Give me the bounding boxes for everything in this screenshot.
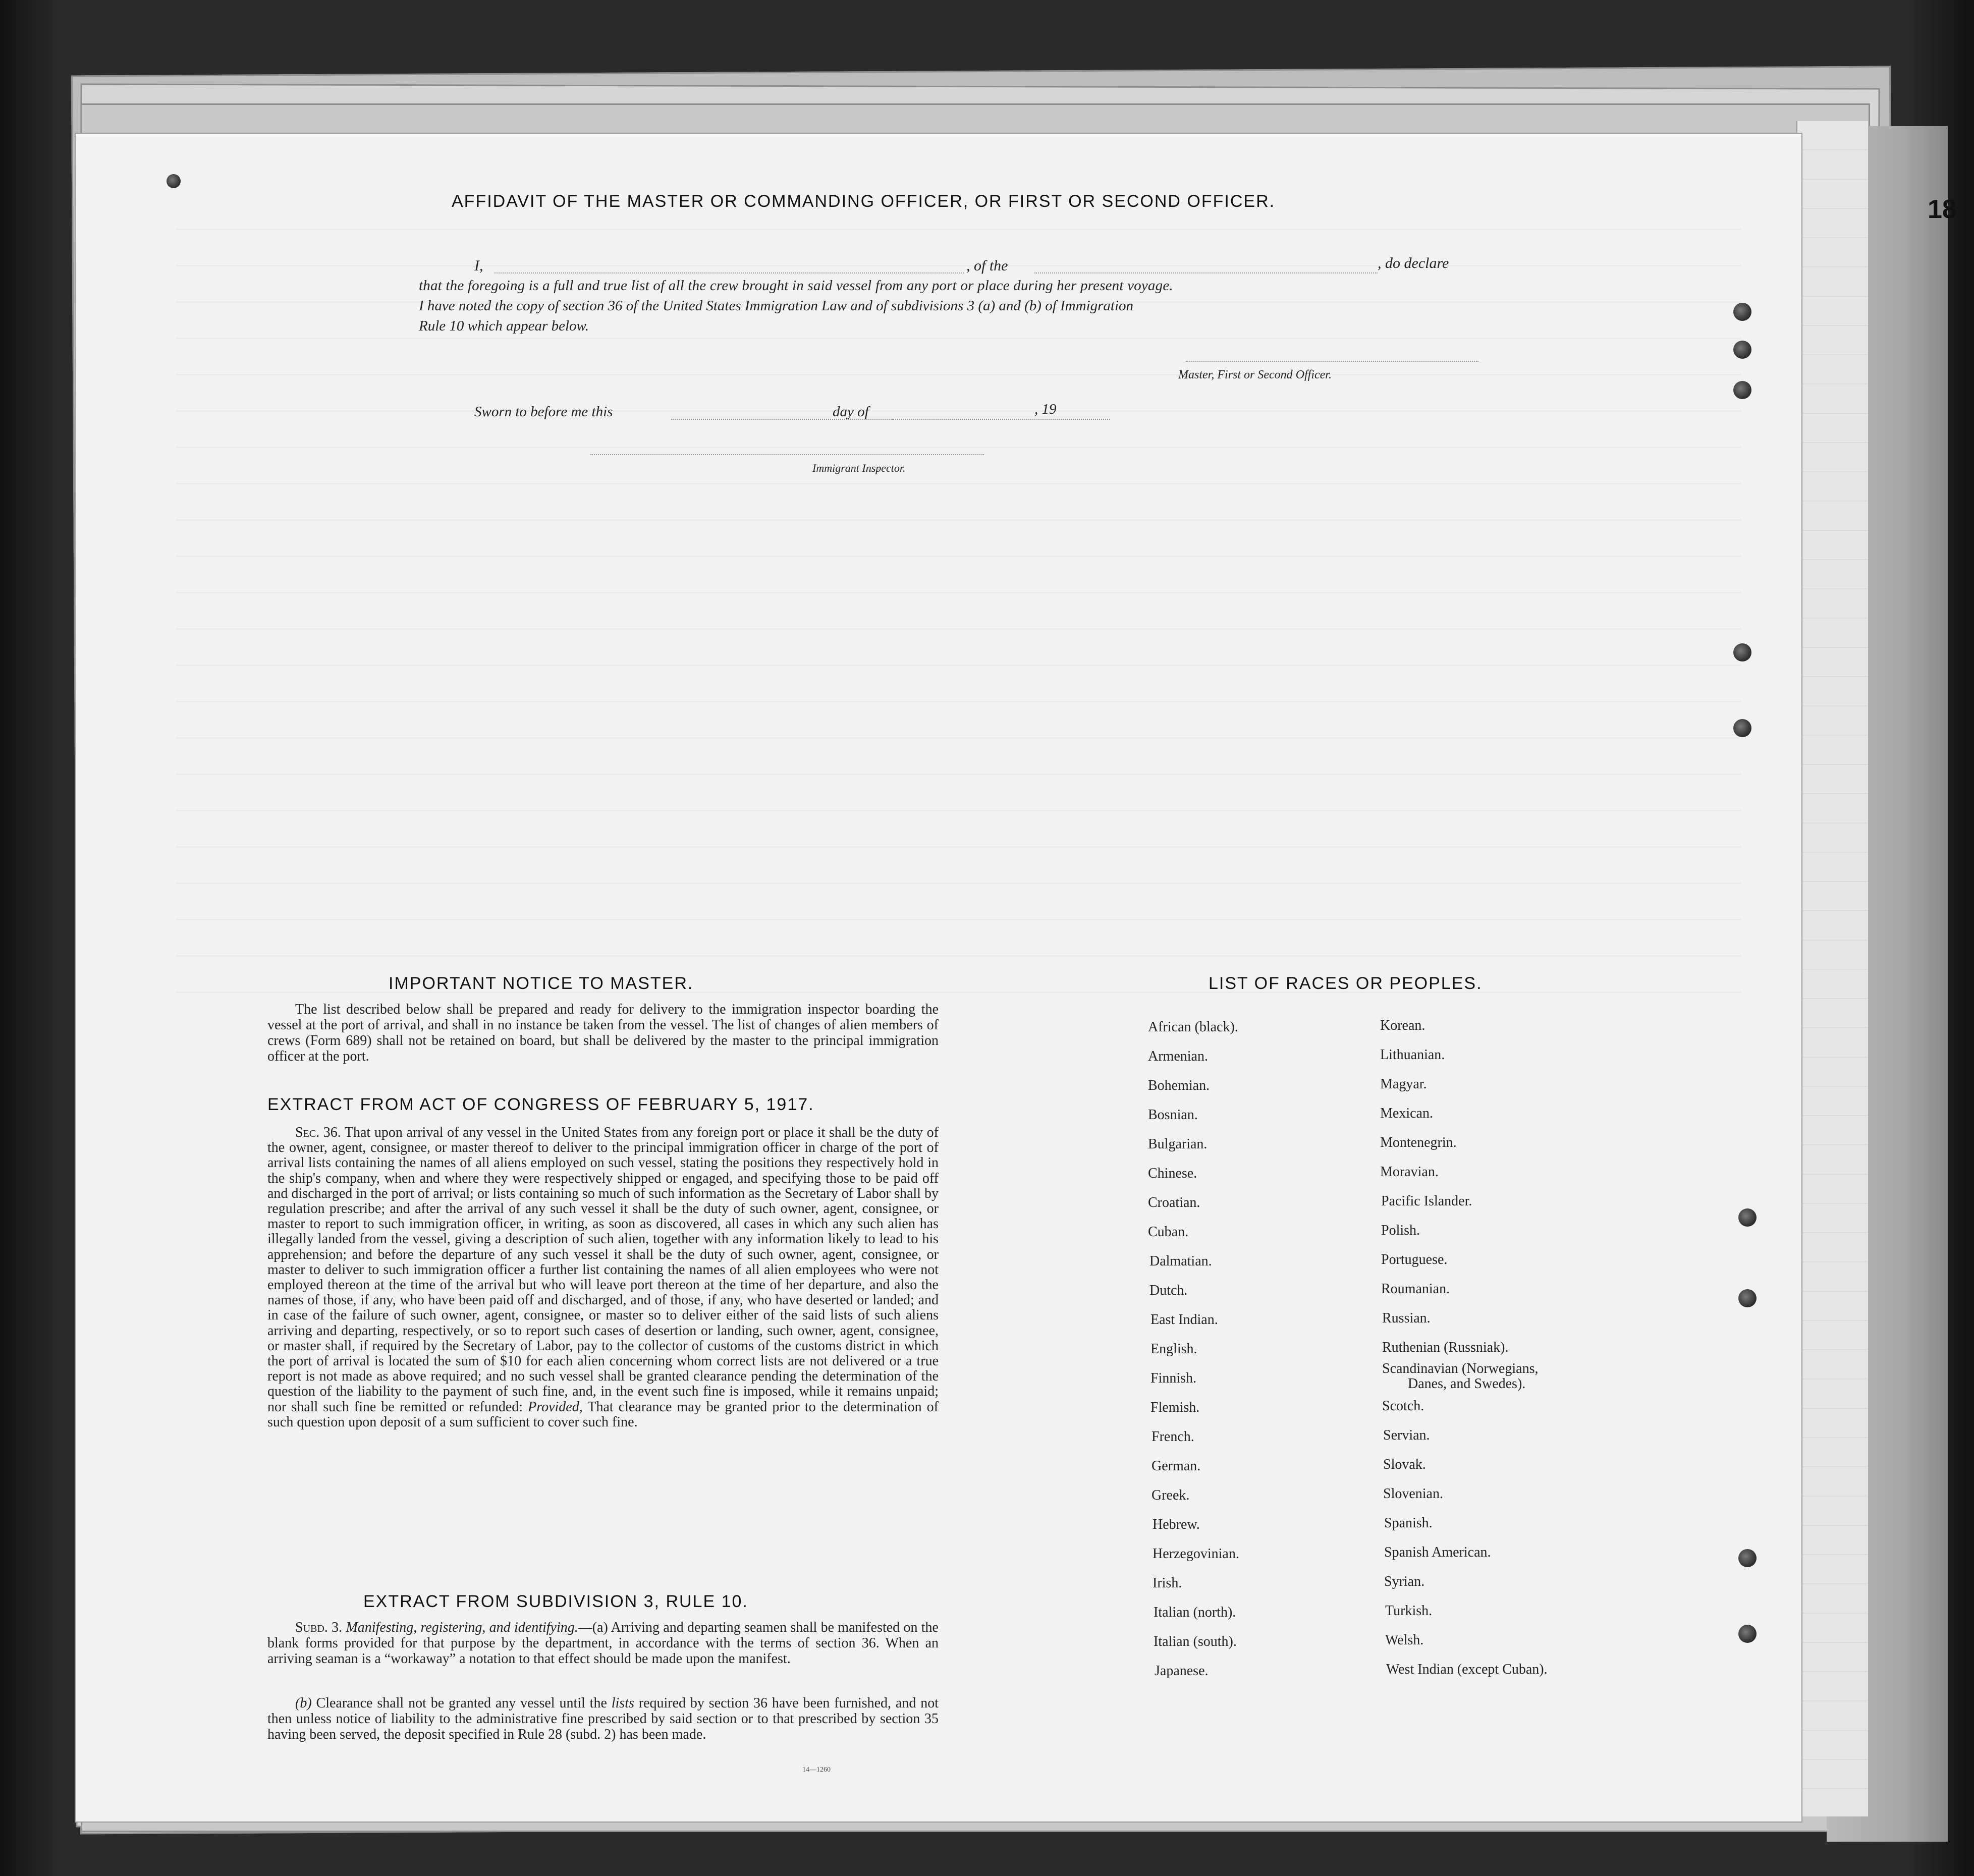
race-item: Croatian. <box>1148 1195 1200 1210</box>
rule-extract-text-a <box>267 1620 939 1667</box>
form-number: 14—1260 <box>802 1766 831 1774</box>
act-extract-title: EXTRACT FROM ACT OF CONGRESS OF FEBRUARY 5, 1917. <box>267 1095 814 1114</box>
notice-title: IMPORTANT NOTICE TO MASTER. <box>389 974 694 993</box>
race-item: French. <box>1152 1429 1194 1445</box>
race-item: Cuban. <box>1148 1224 1189 1240</box>
affidavit-of-the: , of the <box>966 257 1008 274</box>
punch-hole <box>1733 341 1751 359</box>
affidavit-line-2: that the foregoing is a full and true list of all the crew brought in said vessel from any port or place during her present voyage. <box>419 278 1173 294</box>
race-item: Polish. <box>1381 1223 1420 1238</box>
month-blank <box>893 419 1110 420</box>
race-item: Slovak. <box>1383 1457 1426 1472</box>
races-title: LIST OF RACES OR PEOPLES. <box>1209 974 1483 993</box>
race-item: Italian (south). <box>1154 1634 1237 1649</box>
race-item: Bosnian. <box>1148 1107 1198 1123</box>
race-item: Pacific Islander. <box>1381 1193 1472 1209</box>
year-text: , 19 <box>1034 401 1057 417</box>
race-item: Roumanian. <box>1381 1281 1450 1297</box>
rule-extract-title: EXTRACT FROM SUBDIVISION 3, RULE 10. <box>363 1592 748 1611</box>
race-item: Syrian. <box>1384 1574 1425 1589</box>
sworn-text: Sworn to before me this <box>474 404 613 420</box>
race-item: Japanese. <box>1155 1663 1209 1679</box>
race-item: Servian. <box>1383 1427 1430 1443</box>
race-item: Magyar. <box>1380 1076 1427 1092</box>
notice-text <box>267 1002 939 1064</box>
race-item: Montenegrin. <box>1380 1135 1457 1150</box>
race-item: Korean. <box>1380 1018 1425 1033</box>
race-item: West Indian (except Cuban). <box>1386 1662 1548 1677</box>
punch-hole <box>1733 381 1751 399</box>
affidavit-line-4: Rule 10 which appear below. <box>419 318 589 334</box>
race-item: Finnish. <box>1150 1370 1197 1386</box>
name-blank <box>495 272 964 273</box>
lists-word: lists <box>611 1695 634 1711</box>
race-item: Herzegovinian. <box>1153 1546 1239 1562</box>
race-item: Scandinavian (Norwegians, <box>1382 1361 1539 1376</box>
race-item: Italian (north). <box>1154 1605 1236 1620</box>
notice-paragraph: The list described below shall be prepared and ready for delivery to the immigration inspector boarding the vessel at the port of arrival, and shall in no instance be taken from the vessel. The list of changes of alien members of crews (Form 689) shall not be retained on board, but shall be delivered by the master to the principal immigration officer at the port. <box>267 1002 939 1064</box>
inspector-label: Immigrant Inspector. <box>812 462 906 474</box>
affidavit-title: AFFIDAVIT OF THE MASTER OR COMMANDING OFFICER, OR FIRST OR SECOND OFFICER. <box>452 192 1276 211</box>
bleed-through <box>177 194 1741 1002</box>
race-item: English. <box>1150 1341 1197 1357</box>
race-item: Russian. <box>1382 1310 1431 1326</box>
punch-hole <box>1738 1549 1757 1567</box>
race-item: East Indian. <box>1150 1312 1218 1328</box>
race-item: Flemish. <box>1150 1400 1200 1415</box>
race-item: Ruthenian (Russniak). <box>1382 1340 1509 1355</box>
race-item: Welsh. <box>1385 1632 1424 1648</box>
ruled-sheet-edge <box>1796 121 1868 1816</box>
form-page <box>76 134 1801 1822</box>
punch-hole <box>1733 719 1751 737</box>
act-body: That upon arrival of any vessel in the United States from any foreign port or place it shall be the duty of the owner, agent, consignee, or master thereof to deliver to the principal immigration officer in charge of the port of arrival lists containing the names of all aliens employed on such vessel, stating the positions they respectively hold in the ship's company, when and where they were respectively shipped or engaged, and specifying those to be paid off and discharged in the port of arrival; or lists containing so much of such information as the Secretary of Labor shall by regulation prescribe; and after the arrival of any such vessel it shall be the duty of such owner, agent, consignee, or master to report to such immigration officer, in writing, as soon as discovered, all cases in which any such alien has illegally landed from the vessel, giving a description of such alien, together with any information likely to lead to his apprehension; and before the departure of any such vessel it shall be the duty of such owner, agent, consignee, or master to deliver to such immigration officer a further list containing the names of all alien employees who were not employed thereon at the time of the arrival but who will leave port thereon at the time of her departure, and also the names of those, if any, who have been paid off and discharged, and of those, if any, who have deserted or landed; and in case of the failure of such owner, agent, consignee, or master so to deliver either of the said lists of such aliens arriving and departing, respectively, or so to report such cases of desertion or landing, such owner, agent, consignee, or master shall, if required by the Secretary of Labor, pay to the collector of customs of the customs district in which the port of arrival is located the sum of $10 for each alien concerning whom correct lists are not delivered or a true report is not made as above required; and no such vessel shall be granted clearance pending the determination of the question of the liability to the payment of such fine, and, in the event such fine is imposed, while it remains unpaid; nor shall such fine be remitted or refunded: <box>267 1125 939 1415</box>
race-item: Mexican. <box>1380 1106 1433 1121</box>
race-item: Bulgarian. <box>1148 1136 1208 1152</box>
race-item: Turkish. <box>1385 1603 1433 1619</box>
provided-word: Provided, <box>528 1399 583 1415</box>
race-item: Dutch. <box>1149 1283 1188 1298</box>
punch-hole <box>1738 1208 1757 1227</box>
race-item: Spanish. <box>1384 1515 1433 1531</box>
punch-hole <box>1738 1289 1757 1307</box>
race-item: Lithuanian. <box>1380 1047 1445 1063</box>
race-item: Scotch. <box>1382 1398 1424 1414</box>
signature-blank <box>1186 361 1478 362</box>
act-extract-text <box>267 1125 939 1430</box>
act-body-end: That clearance may be granted prior to the determination of such question upon deposit of a sum sufficient to cover such fine. <box>267 1399 939 1430</box>
subd-text-a: —(a) Arriving and departing seamen shall be manifested on the blank forms provided for that purpose by the department, in accordance with the terms of section 36. When an arriving seaman is a “workaway” a notation to that effect should be made upon the manifest. <box>267 1620 939 1667</box>
affidavit-do-declare: , do declare <box>1378 255 1449 271</box>
subd-heading: Manifesting, registering, and identifying. <box>346 1620 578 1635</box>
race-item: Bohemian. <box>1148 1078 1210 1093</box>
subd-label: Subd. 3. <box>295 1620 343 1635</box>
punch-hole <box>1733 643 1751 661</box>
punch-hole <box>167 174 181 188</box>
race-item: African (black). <box>1148 1019 1238 1035</box>
punch-hole <box>1738 1625 1757 1643</box>
subd-text-b2: required by section 36 have been furnished, and not then unless notice of liability to the administrative fine prescribed by said section or to that prescribed by section 35 having been served, the deposit specified in Rule 28 (subd. 2) has been made. <box>267 1695 939 1742</box>
affidavit-line-3: I have noted the copy of section 36 of the United States Immigration Law and of subdivisions 3 (a) and (b) of Immigration <box>419 298 1134 314</box>
inspector-signature-blank <box>590 454 984 455</box>
race-item: German. <box>1152 1458 1201 1474</box>
race-item: Dalmatian. <box>1149 1253 1212 1269</box>
race-item: Chinese. <box>1148 1166 1197 1181</box>
affidavit-i: I, <box>474 257 483 274</box>
subd-b-label: (b) <box>295 1695 312 1711</box>
race-item: Irish. <box>1153 1575 1182 1591</box>
race-item-continuation: Danes, and Swedes). <box>1408 1376 1526 1392</box>
rule-extract-text-b <box>267 1695 939 1742</box>
race-item: Hebrew. <box>1153 1517 1200 1532</box>
race-item: Spanish American. <box>1384 1544 1491 1560</box>
race-item: Armenian. <box>1148 1049 1208 1064</box>
vessel-blank <box>1034 272 1378 273</box>
day-of-text: day of <box>833 404 869 420</box>
subd-text-b1: Clearance shall not be granted any vessel until the <box>316 1695 607 1711</box>
race-item: Greek. <box>1152 1487 1190 1503</box>
sec-label: Sec. 36. <box>295 1125 341 1140</box>
race-item: Portuguese. <box>1381 1252 1448 1267</box>
edge-page-number: 18 <box>1928 195 1957 224</box>
signature-label: Master, First or Second Officer. <box>1178 368 1332 381</box>
punch-hole <box>1733 303 1751 321</box>
race-item: Slovenian. <box>1383 1486 1443 1502</box>
race-item: Moravian. <box>1380 1164 1439 1180</box>
